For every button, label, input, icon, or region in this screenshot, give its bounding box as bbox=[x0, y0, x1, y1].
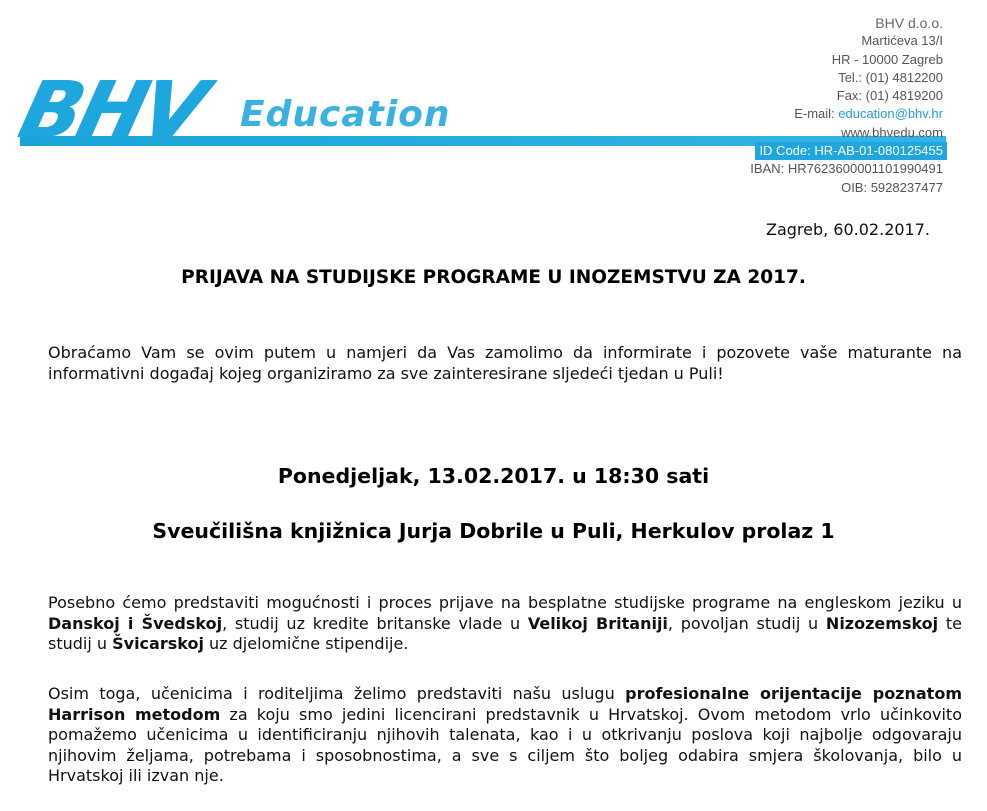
company-oib: OIB: 5928237477 bbox=[841, 179, 943, 195]
programs-text-4: te studij u bbox=[48, 613, 963, 654]
programs-text-3: , povoljan studij u bbox=[667, 613, 826, 633]
programs-text-1: Posebno ćemo predstaviti mogućnosti i proces prijave na besplatne studijske programe na engleskom jeziku u bbox=[48, 593, 962, 612]
letter-date: Zagreb, 60.02.2017. bbox=[765, 220, 930, 239]
logo-bhv: BHV bbox=[10, 66, 213, 156]
email-link[interactable]: education@bhv.hr bbox=[838, 106, 943, 122]
programs-bold-3: Nizozemskoj bbox=[825, 613, 939, 633]
orientation-bold-1: profesionalne orijentacije poznatom Harrison metodom bbox=[48, 684, 962, 724]
company-fax: Fax: (01) 4819200 bbox=[836, 88, 943, 104]
company-iban: IBAN: HR7623600001101990491 bbox=[750, 161, 943, 177]
company-name: BHV d.o.o. bbox=[875, 15, 943, 31]
event-datetime: Ponedjeljak, 13.02.2017. u 18:30 sati bbox=[277, 464, 710, 488]
email-label: E-mail: bbox=[794, 106, 839, 122]
orientation-text-2: za koju smo jedini licencirani predstavnik u Hrvatskoj. Ovom metodom vrlo učinkovito pomažemo učenicima u identificiranju njihovih talenata, kao i u otkrivanju poslova koji najbolje odgovaraju njihovim željama, potrebama i sposobnostima, a sve s ciljem što boljeg odabira smjera školovanja, bilo u Hrvatskoj ili izvan nje. bbox=[48, 704, 962, 786]
programs-bold-4: Švicarskoj bbox=[112, 634, 204, 654]
company-id-code: ID Code: HR-AB-01-080125455 bbox=[755, 142, 947, 160]
programs-bold-1: Danskoj i Švedskoj bbox=[48, 613, 223, 633]
company-id-line bbox=[750, 142, 943, 160]
programs-bold-2: Velikoj Britaniji bbox=[527, 613, 668, 633]
programs-text-2: , studij uz kredite britanske vlade u bbox=[222, 613, 528, 633]
orientation-text-1: Osim toga, učenicima i roditeljima želimo predstaviti našu uslugu bbox=[48, 684, 626, 703]
intro-paragraph: Obraćamo Vam se ovim putem u namjeri da Vas zamolimo da informirate i pozovete vaše maturante na informativni događaj kojeg organiziramo za sve zainteresirane sljedeći tjedan u Puli! bbox=[48, 343, 962, 383]
programs-text-5: uz djelomične stipendije. bbox=[203, 634, 409, 654]
company-info bbox=[750, 14, 943, 197]
company-website[interactable]: www.bhvedu.com bbox=[841, 124, 943, 140]
logo-education: Education bbox=[240, 94, 451, 135]
document-title: PRIJAVA NA STUDIJSKE PROGRAME U INOZEMSTVU ZA 2017. bbox=[181, 267, 806, 288]
orientation-paragraph bbox=[48, 684, 962, 787]
event-location: Sveučilišna knjižnica Jurja Dobrile u Puli, Herkulov prolaz 1 bbox=[152, 519, 835, 543]
company-city: HR - 10000 Zagreb bbox=[831, 51, 943, 67]
letterhead bbox=[0, 0, 987, 205]
programs-paragraph bbox=[48, 593, 962, 655]
company-street: Martićeva 13/I bbox=[861, 33, 943, 49]
company-phone: Tel.: (01) 4812200 bbox=[838, 69, 943, 85]
company-email bbox=[750, 105, 943, 123]
